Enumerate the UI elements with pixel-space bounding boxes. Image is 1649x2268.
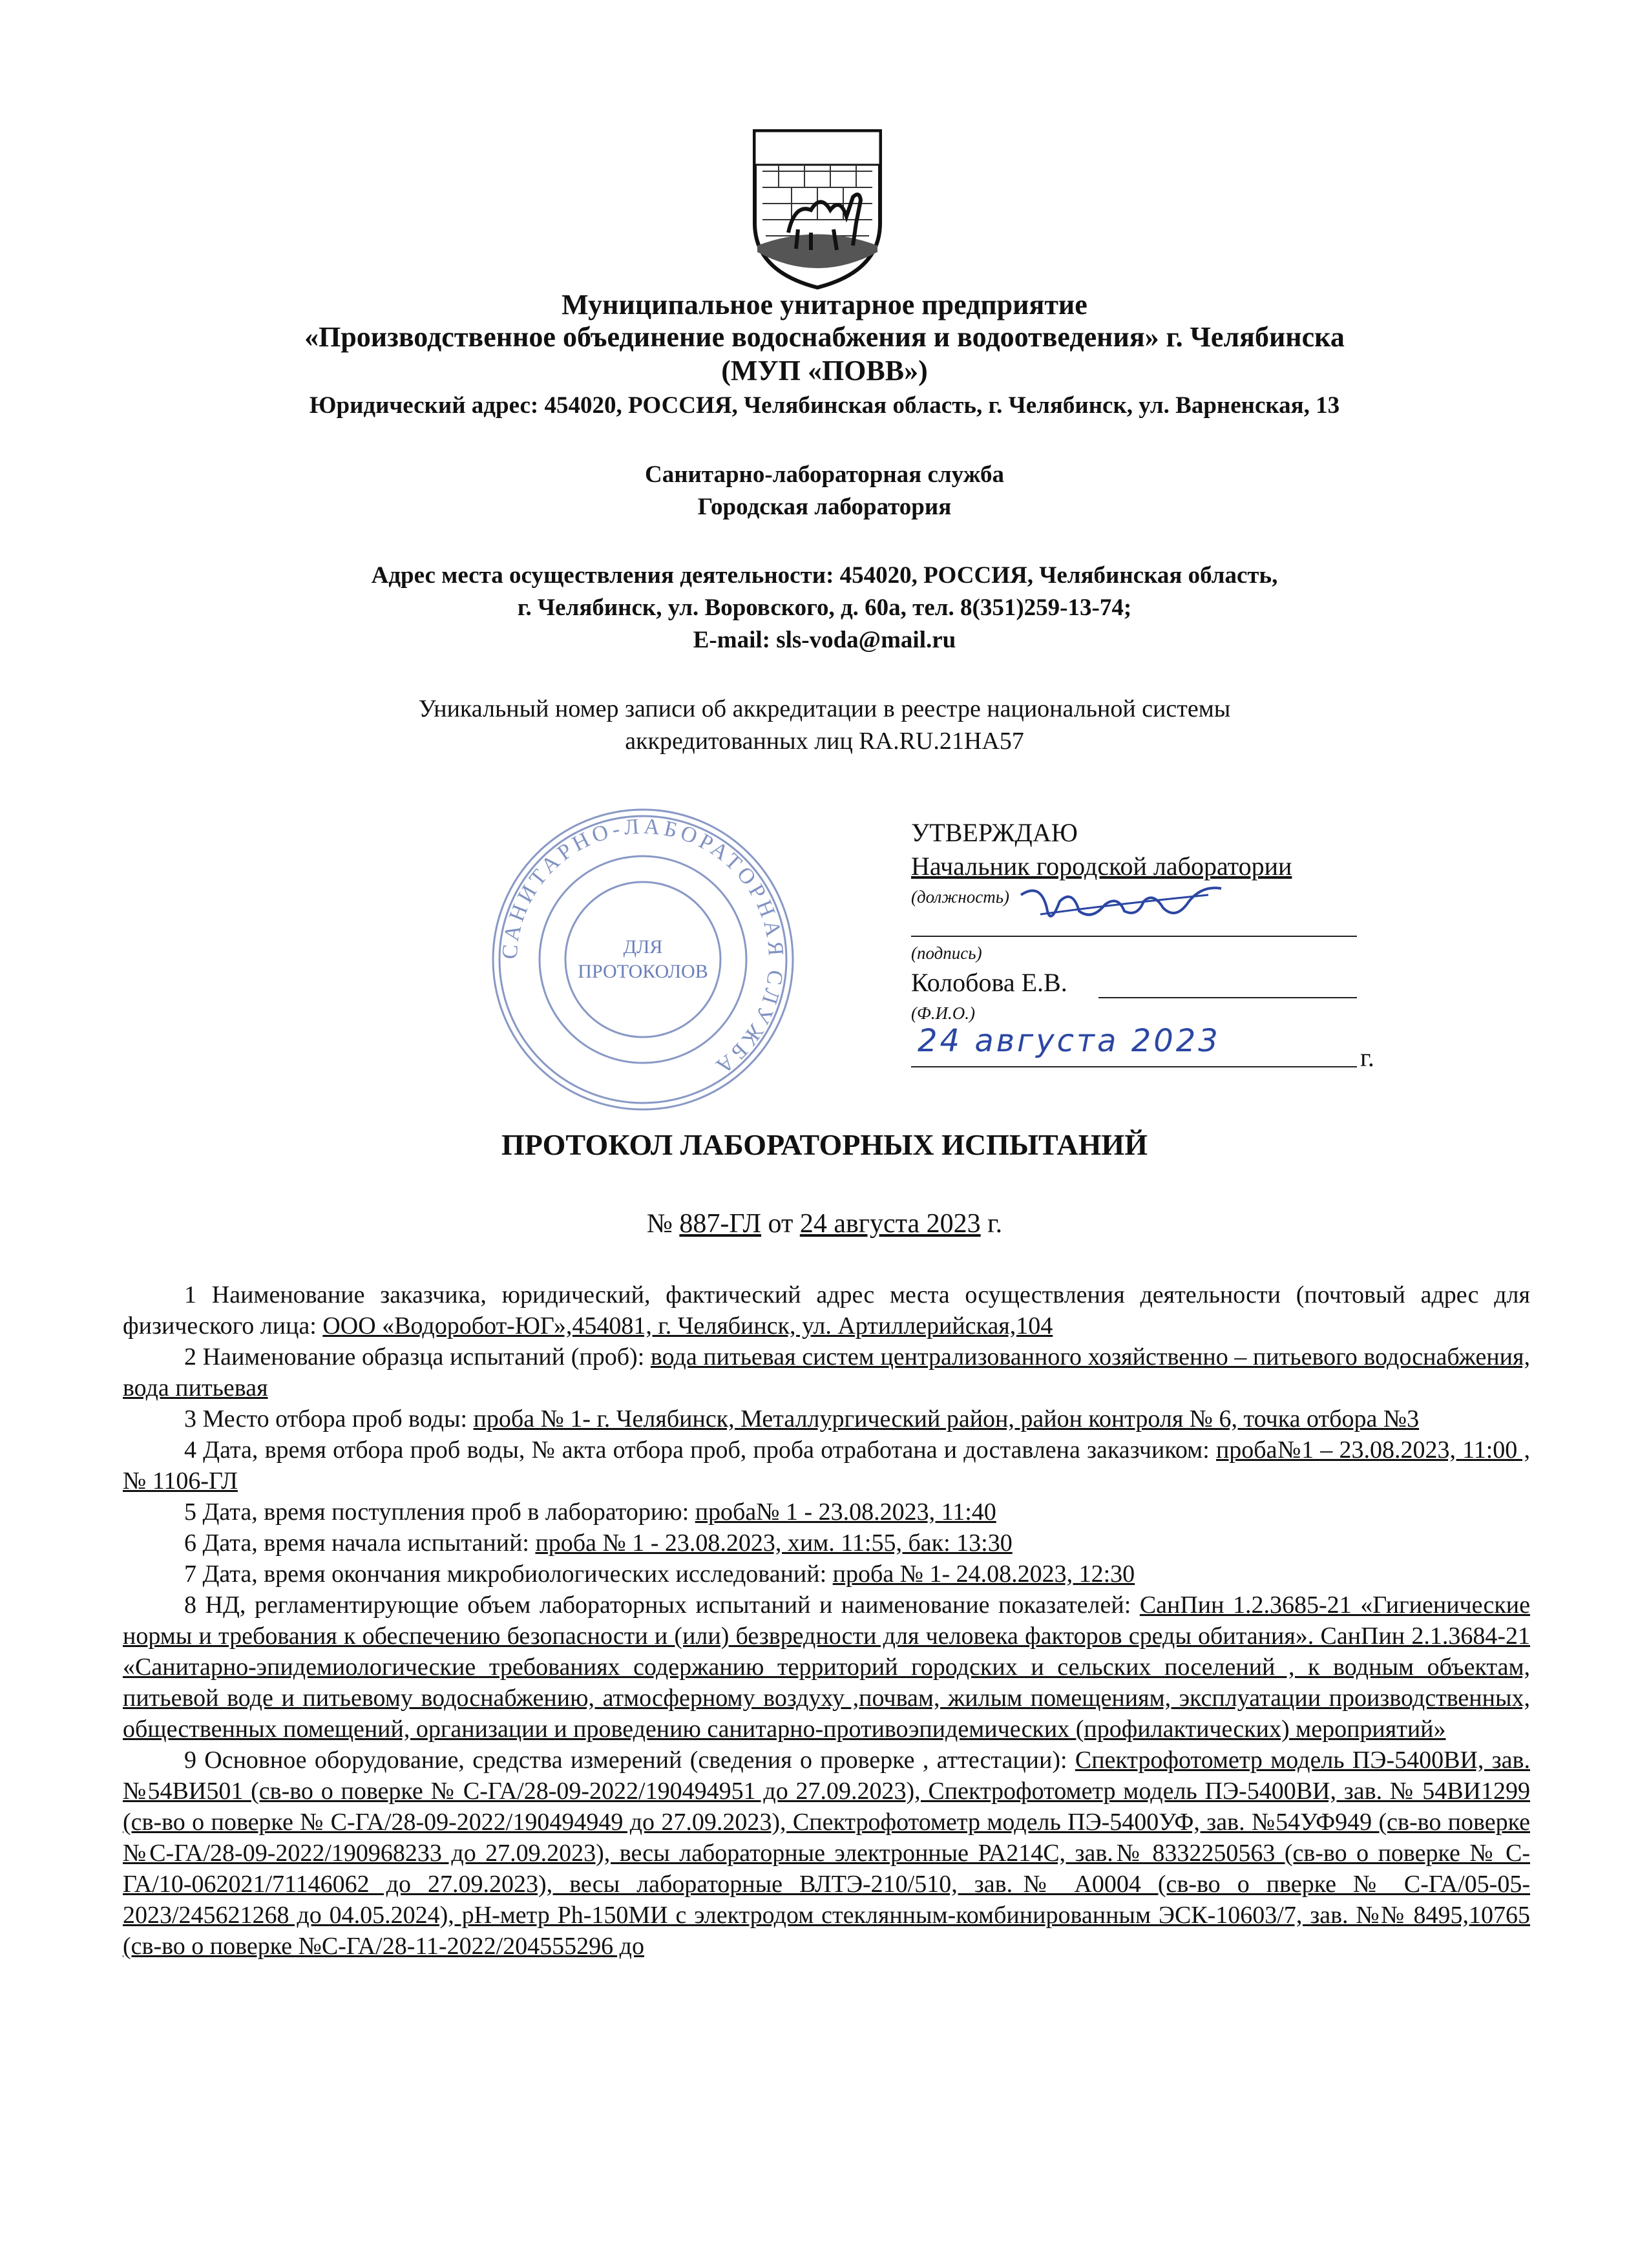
protocol-prefix: №	[646, 1209, 673, 1239]
item-label: 1 Наименование заказчика, юридический, фактический адрес места осуществления деятельности (почтовый адрес для физического лица:	[123, 1281, 1530, 1339]
org-name-line2: «Производственное объединение водоснабжения и водоотведения» г. Челябинска	[304, 321, 1345, 353]
item-value: проба№ 1 - 23.08.2023, 11:40	[695, 1498, 996, 1526]
item-label: 2 Наименование образца испытаний (проб):	[184, 1343, 651, 1370]
protocol-number: 887-ГЛ	[679, 1209, 761, 1239]
item-label: 8 НД, регламентирующие объем лабораторных испытаний и наименование показателей:	[184, 1591, 1140, 1619]
item-arrival-date	[123, 1496, 1530, 1528]
accreditation-line1: Уникальный номер записи об аккредитации в реестре национальной системы	[418, 695, 1231, 722]
item-label: 6 Дата, время начала испытаний:	[184, 1529, 536, 1557]
service-name: Санитарно-лабораторная служба	[645, 461, 1004, 488]
item-value: СанПин 1.2.3685-21 «Гигиенические нормы и требования к обеспечению безопасности и (или) безвредности для человека факторов среды обитания». СанПин 2.1.3684-21 «Санитарно-эпидемиологические требованиях содержанию территорий городских и сельских поселений , к водным объектам, питьевой воде и питьевому водоснабжению, атмосферному воздуху ,почвам, жилым помещениям, эксплуатации производственных, общественных помещений, организации и проведению санитарно-противоэпидемических (профилактических) мероприятий»	[123, 1591, 1530, 1743]
item-sampling-place	[123, 1403, 1530, 1434]
item-customer	[123, 1279, 1530, 1341]
item-value: Спектрофотометр модель ПЭ-5400ВИ, зав. №54ВИ501 (св-во о поверке № С-ГА/28-09-2022/190494951 до 27.09.2023), Спектрофотометр модель ПЭ-5400ВИ, зав. № 54ВИ1299 (св-во о поверке № С-ГА/28-09-2022/190494949 до 27.09.2023), Спектрофотометр модель ПЭ-5400УФ, зав. №54УФ949 (св-во поверке №С-ГА/28-09-2022/190968233 до 27.09.2023), весы лабораторные электронные РА214С, зав.№ 8332250563 (св-во о поверке № С-ГА/10-062021/71146062 до 27.09.2023), весы лабораторные ВЛТЭ-210/510, зав.№ А0004 (св-во о пверке № С-ГА/05-05-2023/245621268 до 04.05.2024), pH-метр Ph-150МИ с электродом стеклянным-комбинированным ЭСК-10603/7, зав. №№ 8495,10765 (св-во о поверке №С-ГА/28-11-2022/204555296 до	[123, 1747, 1530, 1960]
approve-heading: УТВЕРЖДАЮ	[911, 818, 1078, 847]
item-value: ООО «Водоробот-ЮГ»,454081, г. Челябинск, ул. Артиллерийская,104	[322, 1312, 1053, 1339]
position-caption: (должность)	[911, 887, 1010, 907]
item-sampling-date	[123, 1434, 1530, 1496]
item-label: 4 Дата, время отбора проб воды, № акта отбора проб, проба отработана и доставлена заказчиком:	[184, 1436, 1216, 1464]
legal-address: Юридический адрес: 454020, РОССИЯ, Челябинская область, г. Челябинск, ул. Варненская, 13	[309, 392, 1340, 419]
stamp-center-text1: ДЛЯ	[623, 936, 663, 958]
item-value: проба № 1- г. Челябинск, Металлургический район, район контроля № 6, точка отбора №3	[473, 1405, 1420, 1433]
activity-address-line2: г. Челябинск, ул. Воровского, д. 60а, тел. 8(351)259-13-74;	[517, 594, 1132, 621]
protocol-date: 24 августа 2023	[799, 1209, 981, 1239]
protocol-from: от	[768, 1209, 793, 1239]
accreditation-line2: аккредитованных лиц RA.RU.21НА57	[625, 728, 1024, 755]
item-test-start	[123, 1528, 1530, 1559]
item-label: 9 Основное оборудование, средства измерений (сведения о проверке , аттестации):	[184, 1747, 1075, 1774]
stamp-center-text2: ПРОТОКОЛОВ	[578, 961, 708, 982]
item-normative-docs	[123, 1590, 1530, 1745]
item-equipment	[123, 1745, 1530, 1962]
email: E-mail: sls-voda@mail.ru	[693, 627, 956, 653]
item-label: 7 Дата, время окончания микробиологических исследований:	[184, 1560, 833, 1588]
item-micro-end	[123, 1559, 1530, 1590]
org-name-line1: Муниципальное унитарное предприятие	[562, 289, 1087, 320]
name-caption: (Ф.И.О.)	[911, 1003, 975, 1023]
item-label: 3 Место отбора проб воды:	[184, 1405, 474, 1433]
item-sample-name	[123, 1341, 1530, 1403]
handwritten-date: 24 августа 2023	[918, 1023, 1221, 1059]
protocol-items	[123, 1279, 1530, 1962]
item-value: проба № 1 - 23.08.2023, хим. 11:55, бак: 13:30	[535, 1529, 1013, 1557]
approver-name: Колобова Е.В.	[911, 968, 1067, 997]
signature-caption: (подпись)	[911, 943, 982, 963]
approver-position: Начальник городской лаборатории	[911, 852, 1292, 881]
activity-address-line1: Адрес места осуществления деятельности: 454020, РОССИЯ, Челябинская область,	[371, 562, 1278, 589]
handwritten-signature	[1014, 876, 1228, 934]
city-emblem	[750, 126, 885, 291]
protocol-suffix: г.	[987, 1209, 1003, 1239]
item-value: проба№1 – 23.08.2023, 11:00 , № 1106-ГЛ	[123, 1436, 1530, 1495]
item-value: проба № 1- 24.08.2023, 12:30	[832, 1560, 1135, 1588]
item-label: 5 Дата, время поступления проб в лабораторию:	[184, 1498, 695, 1526]
protocol-number-line	[0, 1208, 1649, 1239]
lab-stamp	[481, 798, 804, 1121]
org-short-name: (МУП «ПОВВ»)	[721, 355, 928, 386]
stamp-ring-text: САНИТАРНО-ЛАБОРАТОРНАЯ СЛУЖБА	[498, 814, 788, 1081]
year-suffix: г.	[1360, 1043, 1374, 1072]
document-title: ПРОТОКОЛ ЛАБОРАТОРНЫХ ИСПЫТАНИЙ	[501, 1128, 1148, 1161]
item-value: вода питьевая систем централизованного хозяйственно – питьевого водоснабжения, вода питьевая	[123, 1343, 1530, 1402]
lab-name: Городская лаборатория	[697, 494, 952, 520]
